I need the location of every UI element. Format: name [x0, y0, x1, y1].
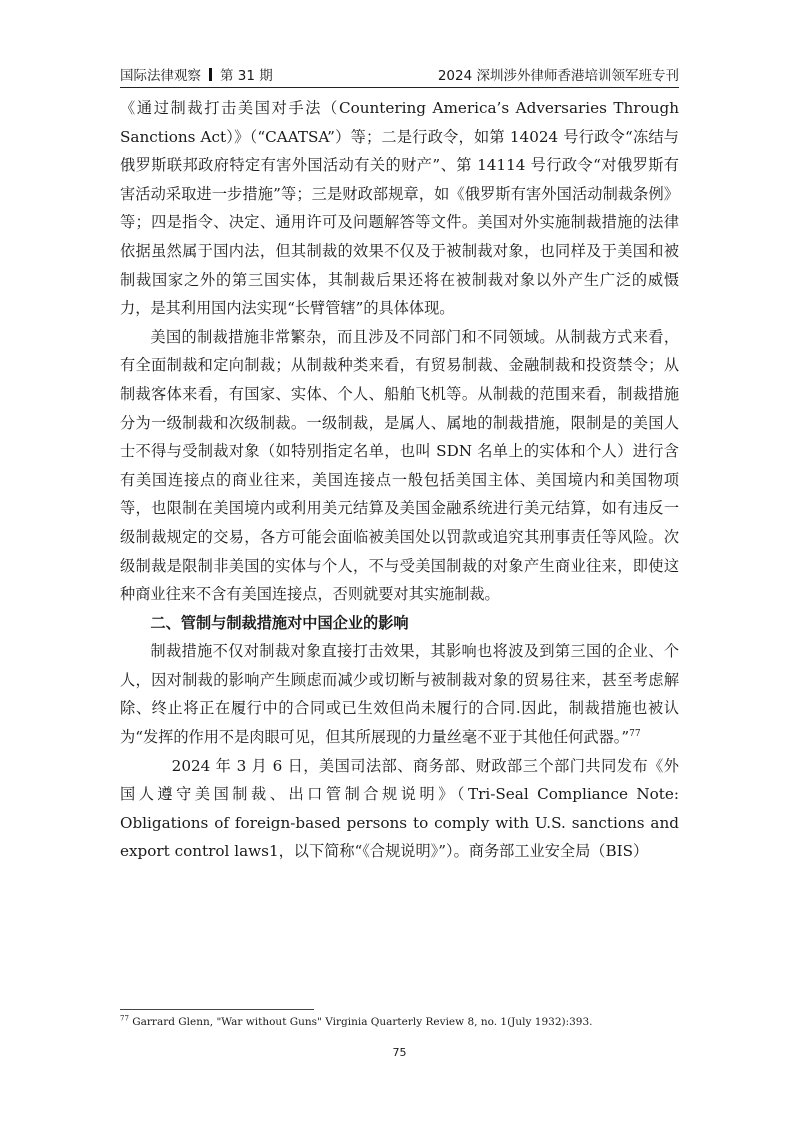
footnote-text: Garrard Glenn, "War without Guns" Virginia Quarterly Review 8, no. 1(July 1932):393.	[132, 1016, 593, 1028]
paragraph-2: 美国的制裁措施非常繁杂，而且涉及不同部门和不同领域。从制裁方式来看，有全面制裁和定向制裁；从制裁种类来看，有贸易制裁、金融制裁和投资禁令；从制裁客体来看，有国家、实体、个人、船舶飞机等。从制裁的范围来看，制裁措施分为一级制裁和次级制裁。一级制裁，是属人、属地的制裁措施，限制是的美国人士不得与受制裁对象（如特别指定名单，也叫 SDN 名单上的实体和个人）进行含有美国连接点的商业往来，美国连接点一般包括美国主体、美国境内和美国物项等，也限制在美国境内或利用美元结算及美国金融系统进行美元结算，如有违反一级制裁规定的交易，各方可能会面临被美国处以罚款或追究其刑事责任等风险。次级制裁是限制非美国的实体与个人，不与受美国制裁的对象产生商业往来，即使这种商业往来不含有美国连接点，否则就要对其实施制裁。	[120, 327, 679, 604]
footnote-divider	[120, 1009, 314, 1010]
special-issue-title: 2024 深圳涉外律师香港培训领军班专刊	[437, 68, 679, 84]
footnote	[120, 1015, 680, 1029]
issue-number: 第 31 期	[220, 68, 273, 84]
article-body	[120, 94, 679, 866]
section-heading: 二、管制与制裁措施对中国企业的影响	[150, 613, 409, 632]
page-number: 75	[392, 1046, 407, 1059]
paragraph-4: 2024 年 3 月 6 日，美国司法部、商务部、财政部三个部门共同发布《外国人遵守美国制裁、出口管制合规说明》（Tri-Seal Compliance Note: Obligations of foreign-based persons to comply with U.S. sanctions and export control laws1，以下简称“《合规说明》”）。商务部工业安全局（BIS）	[120, 756, 679, 861]
journal-title: 国际法律观察	[120, 68, 201, 84]
paragraph-3-text: 制裁措施不仅对制裁对象直接打击效果，其影响也将波及到第三国的企业、个人，因对制裁的影响产生顾虑而减少或切断与被制裁对象的贸易往来，甚至考虑解除、终止将正在履行中的合同或已生效但尚未履行的合同.因此，制裁措施也被认为“发挥的作用不是肉眼可见，但其所展现的力量丝毫不亚于其他任何武器。”	[120, 642, 679, 747]
header-divider	[120, 87, 679, 88]
footnote-reference[interactable]: 77	[629, 729, 641, 739]
running-header	[120, 62, 679, 84]
paragraph-1: 《通过制裁打击美国对手法（Countering America’s Adversaries Through Sanctions Act）》（“CAATSA”）等；二是行政令，如第 14024 号行政令“冻结与俄罗斯联邦政府特定有害外国活动有关的财产”、第 14114 号行政令“对俄罗斯有害活动采取进一步措施”等；三是财政部规章，如《俄罗斯有害外国活动制裁条例》等；四是指令、决定、通用许可及问题解答等文件。美国对外实施制裁措施的法律依据虽然属于国内法，但其制裁的效果不仅及于被制裁对象，也同样及于美国和被制裁国家之外的第三国实体，其制裁后果还将在被制裁对象以外产生广泛的威慑力，是其利用国内法实现“长臂管辖”的具体体现。	[120, 99, 679, 318]
header-separator	[209, 68, 212, 81]
footnote-number: 77	[120, 1014, 129, 1023]
header-left	[120, 64, 273, 84]
paragraph-3	[120, 637, 679, 751]
